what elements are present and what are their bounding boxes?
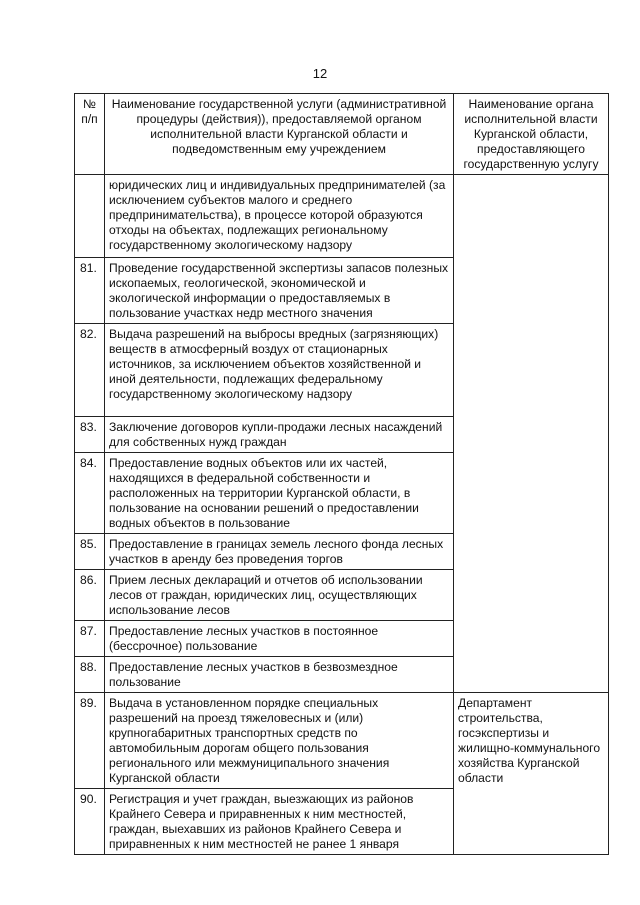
row-num-cell: 88. bbox=[75, 657, 105, 693]
row-name-cell: Предоставление водных объектов или их частей, находящихся в федеральной собственности и расположенных на территории Курганской области, в пользование на основании решений о предоставлении водных объектов в пользование bbox=[105, 453, 454, 534]
row-num-cell: 85. bbox=[75, 534, 105, 570]
row-num-cell: 83. bbox=[75, 417, 105, 453]
page-number: 12 bbox=[312, 66, 328, 81]
row-name-cell: Предоставление лесных участков в постоянное (бессрочное) пользование bbox=[105, 621, 454, 657]
row-num-cell: 87. bbox=[75, 621, 105, 657]
header-num: № п/п bbox=[75, 94, 105, 175]
row-name-cell: Выдача разрешений на выбросы вредных (загрязняющих) веществ в атмосферный воздух от стационарных источников, за исключением объектов хозяйственной и иной деятельности, подлежащих федеральному государственному экологическому надзору bbox=[105, 324, 454, 417]
services-table bbox=[74, 93, 609, 855]
table-row-continuation bbox=[75, 175, 609, 258]
row-num-cell bbox=[75, 175, 105, 258]
organ-cell-department: Департамент строительства, госэкспертизы и жилищно-коммунального хозяйства Курганской области bbox=[454, 693, 609, 855]
row-name-cell: Прием лесных деклараций и отчетов об использовании лесов от граждан, юридических лиц, осуществляющих использование лесов bbox=[105, 570, 454, 621]
row-num-cell: 86. bbox=[75, 570, 105, 621]
header-organ-name: Наименование органа исполнительной власти Курганской области, предоставляющего государственную услугу bbox=[454, 94, 609, 175]
row-name-cell: Регистрация и учет граждан, выезжающих из районов Крайнего Севера и приравненных к ним местностей, граждан, выехавших из районов Крайнего Севера и приравненных к ним местностей не ранее 1 января bbox=[105, 789, 454, 855]
table-header-row bbox=[75, 94, 609, 175]
row-name-cell: Предоставление в границах земель лесного фонда лесных участков в аренду без проведения торгов bbox=[105, 534, 454, 570]
row-num-cell: 81. bbox=[75, 258, 105, 324]
organ-cell-continuing bbox=[454, 175, 609, 693]
row-name-cell: Выдача в установленном порядке специальных разрешений на проезд тяжеловесных и (или) крупногабаритных транспортных средств по автомобильным дорогам общего пользования регионального или межмуниципального значения Курганской области bbox=[105, 693, 454, 789]
row-num-cell: 89. bbox=[75, 693, 105, 789]
row-name-cell: Проведение государственной экспертизы запасов полезных ископаемых, геологической, экономической и экологической информации о предоставляемых в пользование участках недр местного значения bbox=[105, 258, 454, 324]
row-name-cell: Предоставление лесных участков в безвозмездное пользование bbox=[105, 657, 454, 693]
row-num-cell: 90. bbox=[75, 789, 105, 855]
table-row bbox=[75, 693, 609, 789]
header-service-name: Наименование государственной услуги (административной процедуры (действия)), предоставляемой органом исполнительной власти Курганской области и подведомственным ему учреждением bbox=[105, 94, 454, 175]
row-name-cell: Заключение договоров купли-продажи лесных насаждений для собственных нужд граждан bbox=[105, 417, 454, 453]
row-name-cell: юридических лиц и индивидуальных предпринимателей (за исключением субъектов малого и среднего предпринимательства), в процессе которой образуются отходы на объектах, подлежащих региональному государственному экологическому надзору bbox=[105, 175, 454, 258]
row-num-cell: 82. bbox=[75, 324, 105, 417]
row-num-cell: 84. bbox=[75, 453, 105, 534]
